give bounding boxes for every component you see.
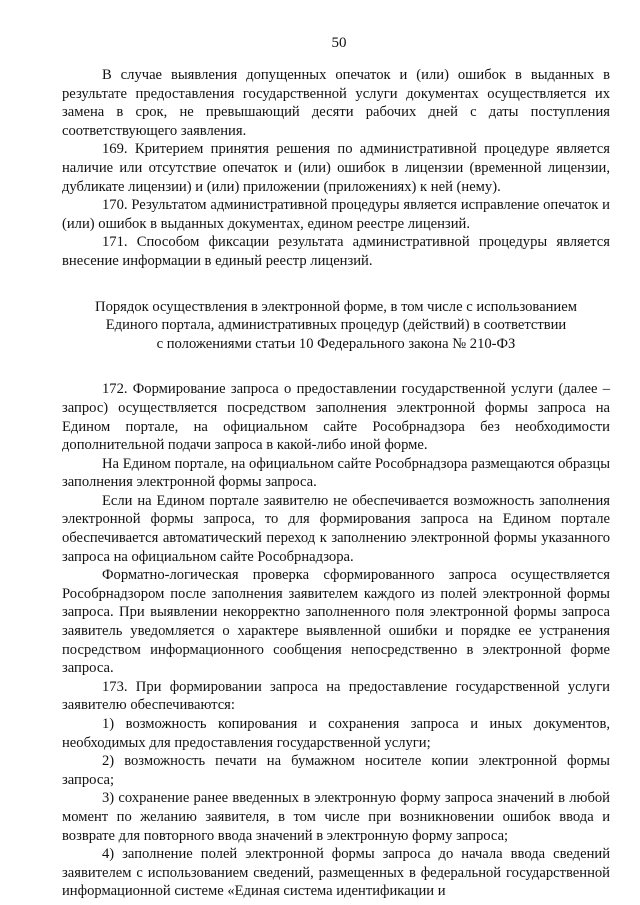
- paragraph-auto-redirect: Если на Едином портале заявителю не обеспечивается возможность заполнения электронной формы запроса, то для формирования запроса на Едином портале обеспечивается автоматический переход к заполнению электронной формы указанного запроса на официальном сайте Рособрнадзора.: [62, 492, 610, 565]
- section-heading: [62, 298, 610, 354]
- heading-line-2: Единого портала, административных процедур (действий) в соответствии: [105, 317, 567, 334]
- paragraph-172: 172. Формирование запроса о предоставлении государственной услуги (далее – запрос) осуществляется посредством заполнения электронной формы запроса на Едином портале, на официальном сайте Рособрнадзора без необходимости дополнительной подачи запроса в какой-либо иной форме.: [62, 381, 610, 454]
- paragraph-format-check: Форматно-логическая проверка сформированного запроса осуществляется Рособрнадзором после заполнения заявителем каждого из полей электронной формы запроса. При выявлении некорректно заполненного поля электронной формы запроса заявитель уведомляется о характере выявленной ошибки и порядке ее устранения посредством информационного сообщения непосредственно в электронной форме запроса.: [62, 567, 610, 677]
- paragraph-169: 169. Критерием принятия решения по административной процедуре является наличие или отсутствие опечаток и (или) ошибок в лицензии (временной лицензии, дубликате лицензии) и (или) приложении (приложениях) к ней (нему).: [62, 141, 610, 195]
- heading-line-3: с положениями статьи 10 Федерального закона № 210-ФЗ: [156, 335, 516, 352]
- paragraph-173: 173. При формировании запроса на предоставление государственной услуги заявителю обеспечиваются:: [62, 678, 610, 714]
- list-item-4: 4) заполнение полей электронной формы запроса до начала ввода сведений заявителем с использованием сведений, размещенных в федеральной государственной информационной системе «Единая система идентификации и: [62, 846, 610, 900]
- list-item-2: 2) возможность печати на бумажном носителе копии электронной формы запроса;: [62, 753, 610, 788]
- list-item-1: 1) возможность копирования и сохранения запроса и иных документов, необходимых для предоставления государственной услуги;: [62, 716, 610, 751]
- page-number: 50: [331, 35, 347, 51]
- paragraph-samples: На Едином портале, на официальном сайте Рособрнадзора размещаются образцы заполнения электронной формы запроса.: [62, 455, 610, 491]
- paragraph-170: 170. Результатом административной процедуры является исправление опечаток и (или) ошибок в выданных документах, едином реестре лицензий.: [62, 197, 610, 232]
- paragraph-171: 171. Способом фиксации результата административной процедуры является внесение информации в единый реестр лицензий.: [62, 234, 610, 269]
- paragraph-typo-correction: В случае выявления допущенных опечаток и (или) ошибок в выданных в результате предоставления государственной услуги документах осуществляется их замена в срок, не превышающий десяти рабочих дней с даты поступления соответствующего заявления.: [62, 67, 610, 139]
- heading-line-1: Порядок осуществления в электронной форме, в том числе с использованием: [95, 298, 577, 315]
- list-item-3: 3) сохранение ранее введенных в электронную форму запроса значений в любой момент по желанию заявителя, в том числе при возникновении ошибок ввода и возврате для повторного ввода значений в электронную форму запроса;: [62, 790, 610, 844]
